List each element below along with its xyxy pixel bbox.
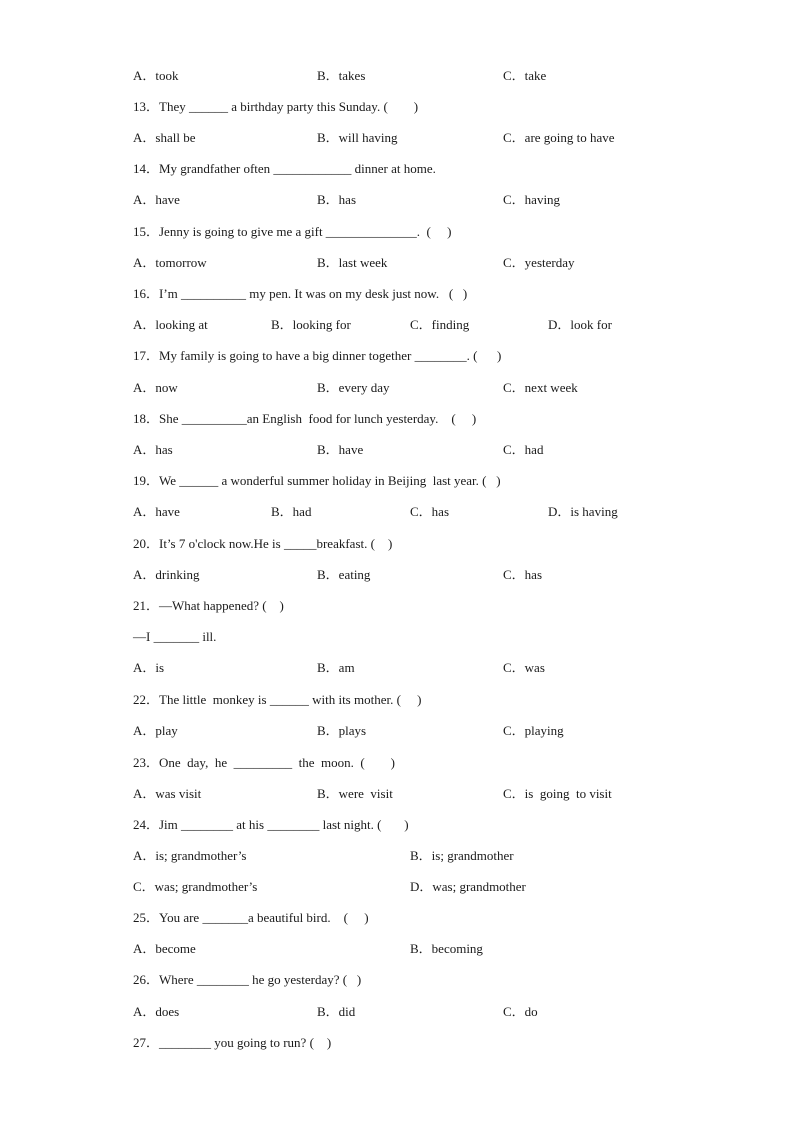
option-c: C．playing: [503, 723, 564, 738]
option-c: C．is going to visit: [503, 786, 612, 801]
option-b: B．were visit: [317, 786, 393, 801]
option-c: C．having: [503, 192, 561, 207]
option-c: C．has: [503, 567, 543, 582]
option-a: A．drinking: [133, 567, 200, 582]
option-b: B．looking for: [271, 317, 351, 332]
option-a: A．tomorrow: [133, 255, 207, 270]
option-a: A．shall be: [133, 130, 196, 145]
option-b: B．every day: [317, 380, 390, 395]
option-b: B．did: [317, 1004, 356, 1019]
question-21-reply: —I _______ ill.: [133, 629, 217, 644]
option-c: C．was; grandmother’s: [133, 879, 258, 894]
option-b: B．eating: [317, 567, 371, 582]
option-a: A．play: [133, 723, 178, 738]
question-13-stem: 13．They ______ a birthday party this Sunday. ( ): [133, 99, 419, 114]
option-c: C．next week: [503, 380, 578, 395]
question-26-stem: 26．Where ________ he go yesterday? ( ): [133, 972, 362, 987]
option-a: A．took: [133, 68, 179, 83]
option-b: B．becoming: [410, 941, 483, 956]
question-25-stem: 25．You are _______a beautiful bird. ( ): [133, 910, 369, 925]
option-a: A．was visit: [133, 786, 202, 801]
option-a: A．is; grandmother’s: [133, 848, 247, 863]
option-a: A．have: [133, 192, 180, 207]
option-d: D．is having: [548, 504, 618, 519]
question-15-stem: 15．Jenny is going to give me a gift ______________. ( ): [133, 224, 452, 239]
option-a: A．now: [133, 380, 178, 395]
option-b: B．am: [317, 660, 355, 675]
question-16-stem: 16．I’m __________ my pen. It was on my desk just now. ( ): [133, 286, 468, 301]
question-19-stem: 19．We ______ a wonderful summer holiday in Beijing last year. ( ): [133, 473, 501, 488]
option-c: C．do: [503, 1004, 538, 1019]
option-c: C．had: [503, 442, 544, 457]
option-b: B．plays: [317, 723, 367, 738]
question-18-stem: 18．She __________an English food for lunch yesterday. ( ): [133, 411, 477, 426]
option-b: B．takes: [317, 68, 366, 83]
question-23-stem: 23．One day, he _________ the moon. ( ): [133, 755, 396, 770]
option-d: D．was; grandmother: [410, 879, 526, 894]
option-c: C．yesterday: [503, 255, 575, 270]
option-c: C．are going to have: [503, 130, 615, 145]
option-c: C．take: [503, 68, 547, 83]
option-d: D．look for: [548, 317, 612, 332]
option-a: A．has: [133, 442, 173, 457]
question-22-stem: 22．The little monkey is ______ with its mother. ( ): [133, 692, 422, 707]
question-21-stem: 21．—What happened? ( ): [133, 598, 284, 613]
question-20-stem: 20．It’s 7 o'clock now.He is _____breakfast. ( ): [133, 536, 393, 551]
question-17-stem: 17．My family is going to have a big dinner together ________. ( ): [133, 348, 502, 363]
option-a: A．looking at: [133, 317, 208, 332]
option-a: A．does: [133, 1004, 180, 1019]
question-27-stem: 27．________ you going to run? ( ): [133, 1035, 332, 1050]
option-b: B．will having: [317, 130, 398, 145]
option-a: A．have: [133, 504, 180, 519]
option-c: C．has: [410, 504, 450, 519]
option-b: B．has: [317, 192, 357, 207]
option-c: C．was: [503, 660, 545, 675]
option-b: B．had: [271, 504, 312, 519]
option-a: A．become: [133, 941, 196, 956]
option-c: C．finding: [410, 317, 470, 332]
question-14-stem: 14．My grandfather often ____________ dinner at home.: [133, 161, 436, 176]
option-b: B．have: [317, 442, 364, 457]
option-a: A．is: [133, 660, 165, 675]
option-b: B．last week: [317, 255, 388, 270]
option-b: B．is; grandmother: [410, 848, 514, 863]
question-24-stem: 24．Jim ________ at his ________ last night. ( ): [133, 817, 409, 832]
